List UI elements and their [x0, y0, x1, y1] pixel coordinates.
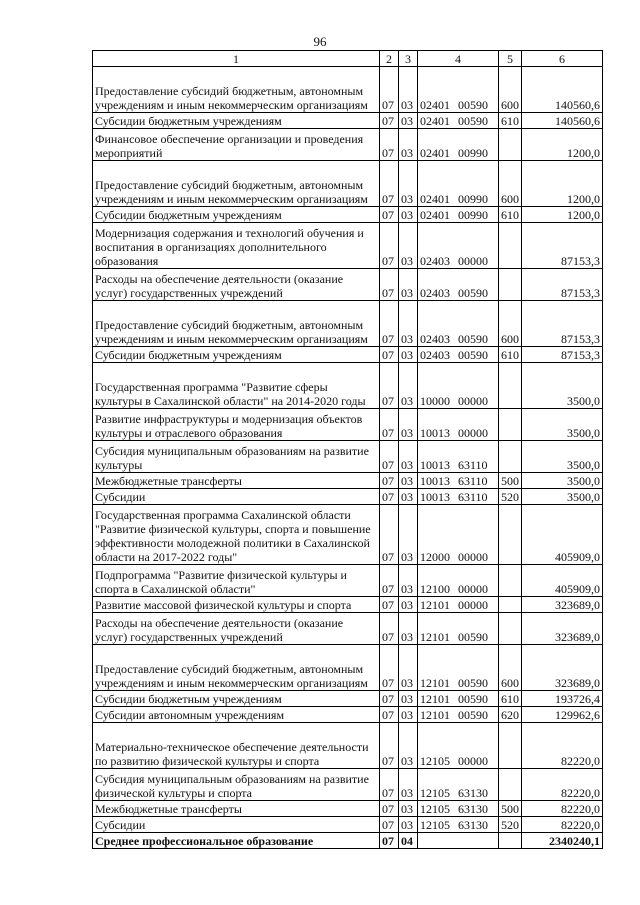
section-code: 07 — [380, 565, 399, 597]
expense-type-code: 500 — [499, 473, 522, 489]
expense-type-code: 520 — [499, 817, 522, 833]
table-row — [93, 113, 603, 129]
section-code: 07 — [380, 347, 399, 363]
expense-type-code: 610 — [499, 691, 522, 707]
section-code: 07 — [380, 691, 399, 707]
amount: 1200,0 — [522, 129, 603, 161]
amount: 82220,0 — [522, 817, 603, 833]
table-row — [93, 441, 603, 473]
amount: 82220,0 — [522, 769, 603, 801]
section-code: 07 — [380, 801, 399, 817]
amount: 405909,0 — [522, 505, 603, 565]
amount: 87153,3 — [522, 347, 603, 363]
section-code: 07 — [380, 409, 399, 441]
target-article-code: 02401 00990 — [418, 161, 499, 207]
target-article-code: 10013 63110 — [418, 473, 499, 489]
table-row — [93, 691, 603, 707]
section-code: 07 — [380, 489, 399, 505]
amount: 140560,6 — [522, 113, 603, 129]
table-row — [93, 707, 603, 723]
target-article-code: 02403 00000 — [418, 223, 499, 269]
row-name: Государственная программа Сахалинской области "Развитие физической культуры, спорта и повышение эффективности молодежной политики в Сахалинской области на 2017-2022 годы" — [93, 505, 380, 565]
subsection-code: 04 — [399, 833, 418, 849]
amount: 140560,6 — [522, 67, 603, 113]
subsection-code: 03 — [399, 161, 418, 207]
row-name: Субсидии бюджетным учреждениям — [93, 347, 380, 363]
target-article-code: 12000 00000 — [418, 505, 499, 565]
row-name: Расходы на обеспечение деятельности (оказание услуг) государственных учреждений — [93, 269, 380, 301]
expense-type-code — [499, 613, 522, 645]
subsection-code: 03 — [399, 363, 418, 409]
subsection-code: 03 — [399, 489, 418, 505]
expense-type-code — [499, 597, 522, 613]
table-row — [93, 473, 603, 489]
section-code: 07 — [380, 67, 399, 113]
table-row — [93, 565, 603, 597]
subsection-code: 03 — [399, 113, 418, 129]
expense-type-code — [499, 223, 522, 269]
table-row — [93, 129, 603, 161]
page-number: 96 — [313, 34, 327, 49]
row-name: Среднее профессиональное образование — [93, 833, 380, 849]
table-row — [93, 645, 603, 691]
expense-type-code — [499, 723, 522, 769]
section-code: 07 — [380, 817, 399, 833]
target-article-code: 10000 00000 — [418, 363, 499, 409]
section-code: 07 — [380, 723, 399, 769]
row-name: Предоставление субсидий бюджетным, автономным учреждениям и иным некоммерческим организациям — [93, 301, 380, 347]
amount: 3500,0 — [522, 489, 603, 505]
section-code: 07 — [380, 223, 399, 269]
section-code: 07 — [380, 613, 399, 645]
amount: 3500,0 — [522, 363, 603, 409]
expense-type-code — [499, 505, 522, 565]
amount: 1200,0 — [522, 161, 603, 207]
target-article-code: 02403 00590 — [418, 269, 499, 301]
subsection-code: 03 — [399, 723, 418, 769]
table-row — [93, 801, 603, 817]
row-name: Предоставление субсидий бюджетным, автономным учреждениям и иным некоммерческим организациям — [93, 645, 380, 691]
column-header: 6 — [522, 51, 603, 67]
amount: 3500,0 — [522, 473, 603, 489]
section-code: 07 — [380, 301, 399, 347]
section-code: 07 — [380, 441, 399, 473]
target-article-code: 02401 00590 — [418, 67, 499, 113]
expense-type-code: 600 — [499, 161, 522, 207]
row-name: Расходы на обеспечение деятельности (оказание услуг) государственных учреждений — [93, 613, 380, 645]
section-code: 07 — [380, 161, 399, 207]
target-article-code: 02401 00590 — [418, 113, 499, 129]
expense-type-code — [499, 409, 522, 441]
table-row — [93, 723, 603, 769]
table-row — [93, 613, 603, 645]
row-name: Финансовое обеспечение организации и проведения мероприятий — [93, 129, 380, 161]
section-code: 07 — [380, 769, 399, 801]
expense-type-code: 600 — [499, 645, 522, 691]
section-code: 07 — [380, 645, 399, 691]
target-article-code: 12101 00000 — [418, 597, 499, 613]
table-row — [93, 207, 603, 223]
expense-type-code — [499, 269, 522, 301]
table-row — [93, 301, 603, 347]
row-name: Материально-техническое обеспечение деятельности по развитию физической культуры и спорта — [93, 723, 380, 769]
section-code: 07 — [380, 269, 399, 301]
subsection-code: 03 — [399, 67, 418, 113]
amount: 129962,6 — [522, 707, 603, 723]
expense-type-code — [499, 565, 522, 597]
amount: 3500,0 — [522, 441, 603, 473]
row-name: Подпрограмма "Развитие физической культуры и спорта в Сахалинской области" — [93, 565, 380, 597]
column-header: 5 — [499, 51, 522, 67]
column-header: 1 — [93, 51, 380, 67]
subsection-code: 03 — [399, 207, 418, 223]
table-row — [93, 223, 603, 269]
target-article-code: 12105 63130 — [418, 769, 499, 801]
target-article-code: 10013 63110 — [418, 441, 499, 473]
amount: 82220,0 — [522, 723, 603, 769]
target-article-code: 02403 00590 — [418, 347, 499, 363]
expense-type-code: 600 — [499, 67, 522, 113]
target-article-code: 12101 00590 — [418, 613, 499, 645]
row-name: Межбюджетные трансферты — [93, 801, 380, 817]
amount: 1200,0 — [522, 207, 603, 223]
table-row — [93, 489, 603, 505]
row-name: Субсидии автономным учреждениям — [93, 707, 380, 723]
row-name: Развитие инфраструктуры и модернизация объектов культуры и отраслевого образования — [93, 409, 380, 441]
expense-type-code: 610 — [499, 207, 522, 223]
table-row — [93, 269, 603, 301]
subsection-code: 03 — [399, 269, 418, 301]
table-row — [93, 347, 603, 363]
table-row — [93, 505, 603, 565]
expense-type-code: 500 — [499, 801, 522, 817]
subsection-code: 03 — [399, 409, 418, 441]
amount: 405909,0 — [522, 565, 603, 597]
amount: 87153,3 — [522, 223, 603, 269]
subsection-code: 03 — [399, 441, 418, 473]
row-name: Межбюджетные трансферты — [93, 473, 380, 489]
table-row — [93, 67, 603, 113]
target-article-code: 12105 00000 — [418, 723, 499, 769]
subsection-code: 03 — [399, 691, 418, 707]
expense-type-code — [499, 769, 522, 801]
target-article-code: 10013 00000 — [418, 409, 499, 441]
amount: 2340240,1 — [522, 833, 603, 849]
target-article-code: 10013 63110 — [418, 489, 499, 505]
row-name: Субсидии бюджетным учреждениям — [93, 691, 380, 707]
subsection-code: 03 — [399, 505, 418, 565]
target-article-code: 12100 00000 — [418, 565, 499, 597]
section-code: 07 — [380, 207, 399, 223]
amount: 323689,0 — [522, 645, 603, 691]
amount: 323689,0 — [522, 597, 603, 613]
column-header: 4 — [418, 51, 499, 67]
section-code: 07 — [380, 707, 399, 723]
table-row — [93, 597, 603, 613]
expense-type-code — [499, 833, 522, 849]
amount: 193726,4 — [522, 691, 603, 707]
row-name: Развитие массовой физической культуры и спорта — [93, 597, 380, 613]
row-name: Предоставление субсидий бюджетным, автономным учреждениям и иным некоммерческим организациям — [93, 67, 380, 113]
expense-type-code: 620 — [499, 707, 522, 723]
section-code: 07 — [380, 129, 399, 161]
table-row — [93, 363, 603, 409]
table-row — [93, 769, 603, 801]
amount: 82220,0 — [522, 801, 603, 817]
target-article-code — [418, 833, 499, 849]
expense-type-code — [499, 363, 522, 409]
subsection-code: 03 — [399, 597, 418, 613]
target-article-code: 12101 00590 — [418, 707, 499, 723]
expense-type-code: 600 — [499, 301, 522, 347]
section-code: 07 — [380, 597, 399, 613]
expense-type-code: 610 — [499, 347, 522, 363]
column-header: 3 — [399, 51, 418, 67]
amount: 323689,0 — [522, 613, 603, 645]
subsection-code: 03 — [399, 645, 418, 691]
target-article-code: 02401 00990 — [418, 129, 499, 161]
budget-table — [92, 50, 603, 849]
column-number-row — [93, 51, 603, 67]
target-article-code: 02403 00590 — [418, 301, 499, 347]
section-code: 07 — [380, 113, 399, 129]
row-name: Субсидии — [93, 489, 380, 505]
table-row — [93, 161, 603, 207]
section-code: 07 — [380, 363, 399, 409]
subsection-code: 03 — [399, 565, 418, 597]
subsection-code: 03 — [399, 347, 418, 363]
target-article-code: 12101 00590 — [418, 691, 499, 707]
amount: 87153,3 — [522, 301, 603, 347]
table-row — [93, 817, 603, 833]
expense-type-code: 520 — [499, 489, 522, 505]
target-article-code: 02401 00990 — [418, 207, 499, 223]
subsection-code: 03 — [399, 473, 418, 489]
row-name: Субсидия муниципальным образованиям на развитие физической культуры и спорта — [93, 769, 380, 801]
subsection-code: 03 — [399, 817, 418, 833]
row-name: Субсидии — [93, 817, 380, 833]
target-article-code: 12101 00590 — [418, 645, 499, 691]
table-row — [93, 409, 603, 441]
expense-type-code: 610 — [499, 113, 522, 129]
subsection-code: 03 — [399, 223, 418, 269]
expense-type-code — [499, 441, 522, 473]
row-name: Субсидия муниципальным образованиям на развитие культуры — [93, 441, 380, 473]
subsection-code: 03 — [399, 613, 418, 645]
row-name: Модернизация содержания и технологий обучения и воспитания в организациях дополнительного образования — [93, 223, 380, 269]
subsection-code: 03 — [399, 129, 418, 161]
section-code: 07 — [380, 833, 399, 849]
subsection-code: 03 — [399, 769, 418, 801]
row-name: Субсидии бюджетным учреждениям — [93, 207, 380, 223]
section-code: 07 — [380, 505, 399, 565]
expense-type-code — [499, 129, 522, 161]
row-name: Государственная программа "Развитие сферы культуры в Сахалинской области" на 2014-2020 годы — [93, 363, 380, 409]
section-code: 07 — [380, 473, 399, 489]
subsection-code: 03 — [399, 707, 418, 723]
target-article-code: 12105 63130 — [418, 801, 499, 817]
amount: 3500,0 — [522, 409, 603, 441]
table-row — [93, 833, 603, 849]
amount: 87153,3 — [522, 269, 603, 301]
target-article-code: 12105 63130 — [418, 817, 499, 833]
row-name: Предоставление субсидий бюджетным, автономным учреждениям и иным некоммерческим организациям — [93, 161, 380, 207]
row-name: Субсидии бюджетным учреждениям — [93, 113, 380, 129]
subsection-code: 03 — [399, 801, 418, 817]
subsection-code: 03 — [399, 301, 418, 347]
column-header: 2 — [380, 51, 399, 67]
